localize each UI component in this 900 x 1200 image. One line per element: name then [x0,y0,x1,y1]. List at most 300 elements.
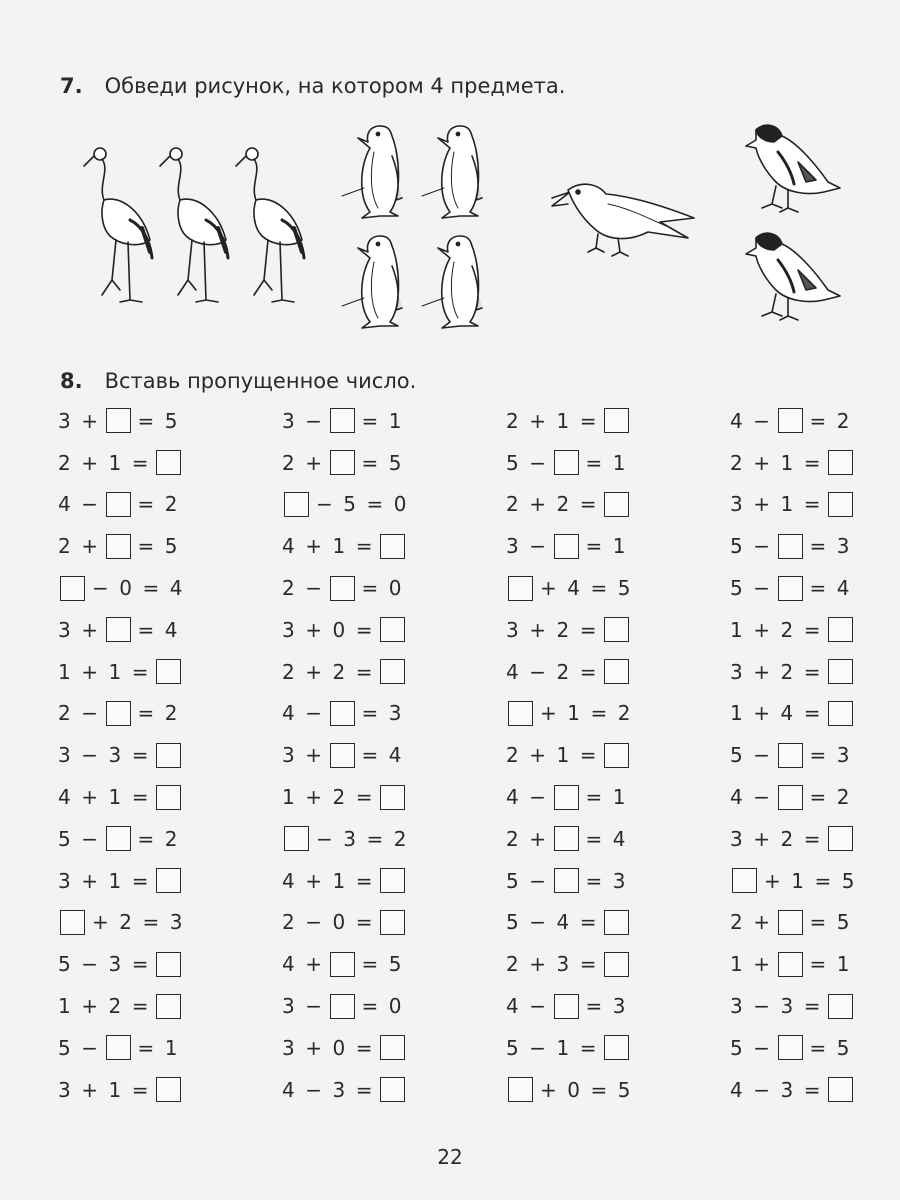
equation-number: 0 [388,994,402,1019]
equation [58,776,282,818]
equation-number: 2 [282,659,296,684]
answer-box[interactable] [380,785,405,810]
equation-operator: − [81,492,99,517]
answer-box[interactable] [554,994,579,1019]
equation-operator: = [137,617,155,642]
answer-box[interactable] [604,743,629,768]
equation-number: 0 [393,492,407,517]
answer-box[interactable] [380,910,405,935]
equation-operator: = [366,826,384,851]
equation-number: 3 [58,617,72,642]
equation-number: 3 [506,534,520,559]
equation-number: 3 [556,952,570,977]
equation-operator: + [529,952,547,977]
equation-operator: = [814,868,832,893]
answer-box[interactable] [330,408,355,433]
titmouse-icon [736,122,846,327]
equation-operator: = [585,534,603,559]
answer-box[interactable] [778,910,803,935]
equation [282,609,506,651]
equation-operator: = [579,743,597,768]
answer-box[interactable] [604,659,629,684]
equation-number: 3 [282,743,296,768]
equation-number: 5 [730,576,744,601]
answer-box[interactable] [554,826,579,851]
equation-number: 4 [506,994,520,1019]
equation [506,693,730,735]
equation-number: 3 [730,826,744,851]
equation-operator: = [355,534,373,559]
answer-box[interactable] [554,868,579,893]
answer-box[interactable] [554,534,579,559]
equation-number: 1 [164,1035,178,1060]
answer-box[interactable] [284,492,309,517]
answer-box[interactable] [828,1077,853,1102]
equation-number: 4 [282,1077,296,1102]
answer-box[interactable] [828,659,853,684]
answer-box[interactable] [156,785,181,810]
equation-operator: = [809,1035,827,1060]
equations-grid [58,400,888,1111]
equation-operator: − [753,408,771,433]
answer-box[interactable] [554,450,579,475]
answer-box[interactable] [604,617,629,642]
answer-box[interactable] [732,868,757,893]
task-8-text: Вставь пропущенное число. [104,369,417,393]
equation-operator: + [81,408,99,433]
equation-number: 1 [556,743,570,768]
equation-number: 3 [282,617,296,642]
equation [730,609,888,651]
equation-operator: = [803,659,821,684]
equation-number: 5 [730,534,744,559]
answer-box[interactable] [380,1077,405,1102]
equation-number: 4 [58,492,72,517]
equation-number: 2 [119,910,133,935]
answer-box[interactable] [380,1035,405,1060]
equation-operator: = [803,492,821,517]
answer-box[interactable] [508,576,533,601]
answer-box[interactable] [554,785,579,810]
answer-box[interactable] [156,743,181,768]
equation-number: 2 [332,785,346,810]
equation [282,943,506,985]
equation-operator: = [137,492,155,517]
equation-operator: − [753,576,771,601]
equation-operator: = [355,785,373,810]
answer-box[interactable] [380,617,405,642]
equation-number: 3 [836,743,850,768]
equation-operator: = [131,450,149,475]
stork-group[interactable] [80,140,320,310]
equation-number: 3 [332,1077,346,1102]
equation-operator: = [131,785,149,810]
answer-box[interactable] [106,1035,131,1060]
equation [282,442,506,484]
equation [730,567,888,609]
equation-operator: = [590,701,608,726]
answer-box[interactable] [106,826,131,851]
equation-number: 3 [730,659,744,684]
equation-number: 1 [612,450,626,475]
equation-number: 2 [836,785,850,810]
equation-operator: − [81,701,99,726]
answer-box[interactable] [508,1077,533,1102]
equation-number: 4 [836,576,850,601]
equation-operator: − [753,994,771,1019]
answer-box[interactable] [106,534,131,559]
equation-operator: = [803,450,821,475]
equation [58,985,282,1027]
equation-number: 2 [393,826,407,851]
equation-operator: = [809,743,827,768]
equation [282,1027,506,1069]
answer-box[interactable] [604,910,629,935]
equation-operator: = [361,994,379,1019]
answer-box[interactable] [828,701,853,726]
equation [58,442,282,484]
answer-box[interactable] [828,826,853,851]
equation [730,734,888,776]
answer-box[interactable] [778,408,803,433]
answer-box[interactable] [156,1077,181,1102]
equation-operator: = [361,576,379,601]
equation-operator: + [305,1035,323,1060]
equation-number: 3 [388,701,402,726]
equation-operator: + [305,659,323,684]
answer-box[interactable] [778,576,803,601]
equation [506,567,730,609]
answer-box[interactable] [330,576,355,601]
answer-box[interactable] [778,743,803,768]
equation-number: 3 [282,408,296,433]
equation-number: 4 [556,910,570,935]
equation-number: 5 [506,450,520,475]
answer-box[interactable] [778,534,803,559]
answer-box[interactable] [330,952,355,977]
answer-box[interactable] [156,994,181,1019]
answer-box[interactable] [604,408,629,433]
equation-number: 1 [58,659,72,684]
equation-operator: − [316,826,334,851]
answer-box[interactable] [156,659,181,684]
picture-groups [60,110,860,350]
task-7-number: 7. [60,74,83,98]
equation-operator: = [585,994,603,1019]
equation-number: 2 [282,450,296,475]
equation-number: 5 [730,743,744,768]
equation [282,902,506,944]
equation-operator: = [803,617,821,642]
equation [506,818,730,860]
equation-operator: − [529,534,547,559]
equation-number: 0 [332,1035,346,1060]
equation-number: 5 [730,1035,744,1060]
equation [282,400,506,442]
answer-box[interactable] [778,1035,803,1060]
equation-operator: = [131,659,149,684]
equation [282,693,506,735]
equation-operator: + [753,910,771,935]
equation [506,860,730,902]
equation-operator: + [81,1077,99,1102]
equation-operator: = [361,743,379,768]
equation [282,567,506,609]
equation-number: 3 [108,743,122,768]
equation-number: 3 [343,826,357,851]
equation-operator: = [579,910,597,935]
answer-box[interactable] [106,617,131,642]
equation-operator: = [585,785,603,810]
equation-operator: − [316,492,334,517]
answer-box[interactable] [60,910,85,935]
answer-box[interactable] [778,785,803,810]
equation-number: 5 [388,952,402,977]
answer-box[interactable] [106,492,131,517]
crow-group[interactable] [548,176,698,266]
equation-number: 1 [108,868,122,893]
equation-operator: + [764,868,782,893]
equation-operator: = [355,1077,373,1102]
equation-operator: = [579,492,597,517]
equation-operator: + [81,534,99,559]
equation-number: 1 [780,492,794,517]
equation [506,902,730,944]
equation-number: 1 [556,1035,570,1060]
equation-number: 1 [108,785,122,810]
equation-number: 2 [556,492,570,517]
equation-number: 3 [58,408,72,433]
answer-box[interactable] [106,408,131,433]
equation-operator: = [355,868,373,893]
answer-box[interactable] [380,534,405,559]
answer-box[interactable] [604,952,629,977]
equation-number: 5 [617,576,631,601]
equation-operator: + [753,617,771,642]
equation-operator: + [305,743,323,768]
equation-operator: = [137,534,155,559]
answer-box[interactable] [380,868,405,893]
equation-number: 0 [119,576,133,601]
crow-icon [548,176,698,266]
equation-operator: = [590,576,608,601]
equation-number: 2 [164,701,178,726]
equation-operator: = [585,450,603,475]
equation [282,776,506,818]
equation-operator: = [579,1035,597,1060]
equation-operator: = [361,450,379,475]
answer-box[interactable] [330,994,355,1019]
stork-icon [80,140,320,310]
equation-number: 3 [169,910,183,935]
equation [730,484,888,526]
equation-number: 1 [836,952,850,977]
equation [58,943,282,985]
equation-number: 2 [164,826,178,851]
answer-box[interactable] [156,952,181,977]
equation [58,484,282,526]
answer-box[interactable] [778,952,803,977]
equation-number: 2 [58,534,72,559]
equation-number: 3 [612,868,626,893]
equation-number: 1 [612,785,626,810]
equation [730,525,888,567]
equation-operator: + [81,785,99,810]
equation-number: 3 [730,994,744,1019]
equation-operator: + [305,617,323,642]
equation-number: 4 [164,617,178,642]
answer-box[interactable] [828,994,853,1019]
equation-number: 2 [730,910,744,935]
equation [730,1069,888,1111]
equation-operator: − [305,994,323,1019]
answer-box[interactable] [156,450,181,475]
equation-operator: + [305,534,323,559]
equation-operator: = [355,1035,373,1060]
equation-number: 1 [791,868,805,893]
equation-number: 5 [506,910,520,935]
answer-box[interactable] [284,826,309,851]
equation-number: 4 [612,826,626,851]
answer-box[interactable] [106,701,131,726]
equation-number: 3 [282,1035,296,1060]
equation-number: 1 [388,408,402,433]
equation-operator: = [137,826,155,851]
equation-operator: = [809,408,827,433]
equation [730,442,888,484]
equation-number: 5 [343,492,357,517]
answer-box[interactable] [508,701,533,726]
equation-operator: = [355,659,373,684]
answer-box[interactable] [330,701,355,726]
equation-number: 1 [730,952,744,977]
equation-operator: = [803,826,821,851]
task-8-number: 8. [60,369,83,393]
equation-operator: − [529,1035,547,1060]
equation-operator: + [305,785,323,810]
equation [58,567,282,609]
equation [58,525,282,567]
equation [282,484,506,526]
equation-operator: = [579,952,597,977]
equation-number: 2 [780,659,794,684]
equation-number: 3 [58,743,72,768]
answer-box[interactable] [60,576,85,601]
equation-number: 4 [169,576,183,601]
equation-number: 1 [332,868,346,893]
equation-operator: + [540,1077,558,1102]
equation [730,985,888,1027]
equation [506,776,730,818]
equation [506,525,730,567]
equation [730,860,888,902]
equation-operator: = [355,910,373,935]
equation-operator: + [540,576,558,601]
equation [58,902,282,944]
equation-operator: − [305,701,323,726]
titmouse-group[interactable] [736,122,846,327]
equation-operator: = [585,826,603,851]
equation-number: 2 [836,408,850,433]
equation-number: 2 [506,492,520,517]
equation-operator: = [803,1077,821,1102]
equation-number: 2 [780,617,794,642]
penguin-group[interactable] [340,116,500,336]
equation [282,1069,506,1111]
answer-box[interactable] [828,617,853,642]
equation-operator: + [305,868,323,893]
equation [506,1069,730,1111]
answer-box[interactable] [380,659,405,684]
equation-operator: + [305,952,323,977]
equation-operator: + [753,450,771,475]
equation-number: 4 [506,659,520,684]
equation [730,818,888,860]
equation-number: 0 [332,617,346,642]
equation-number: 4 [730,785,744,810]
equation-number: 4 [567,576,581,601]
equation-operator: = [137,408,155,433]
equation [506,442,730,484]
equation-number: 2 [556,659,570,684]
equation-operator: + [305,450,323,475]
answer-box[interactable] [828,492,853,517]
answer-box[interactable] [604,1035,629,1060]
equation-operator: + [529,408,547,433]
equation-number: 5 [58,952,72,977]
equation-number: 5 [388,450,402,475]
equation [58,1027,282,1069]
equation [58,651,282,693]
task-7-title [60,76,565,97]
equation-number: 0 [332,910,346,935]
equation [506,609,730,651]
equation-operator: = [131,868,149,893]
equation-operator: = [809,910,827,935]
equation-operator: − [753,743,771,768]
answer-box[interactable] [330,450,355,475]
equation-operator: + [753,492,771,517]
equation-number: 2 [282,910,296,935]
equation-operator: − [81,743,99,768]
equation-operator: − [529,659,547,684]
equation-number: 1 [58,994,72,1019]
equation-operator: + [529,492,547,517]
equation-number: 4 [730,1077,744,1102]
equation-number: 5 [164,534,178,559]
answer-box[interactable] [604,492,629,517]
equation-operator: − [305,910,323,935]
equation [506,484,730,526]
equation-number: 5 [506,1035,520,1060]
equation [282,734,506,776]
equation-operator: = [590,1077,608,1102]
equation-number: 1 [780,450,794,475]
answer-box[interactable] [156,868,181,893]
equation [730,400,888,442]
equation-number: 2 [332,659,346,684]
equation-operator: − [92,576,110,601]
equation [282,651,506,693]
answer-box[interactable] [330,743,355,768]
equation-operator: − [81,1035,99,1060]
equation-number: 0 [567,1077,581,1102]
equation [730,902,888,944]
equation-operator: + [540,701,558,726]
equation-operator: − [529,994,547,1019]
equation-operator: + [753,952,771,977]
answer-box[interactable] [828,450,853,475]
